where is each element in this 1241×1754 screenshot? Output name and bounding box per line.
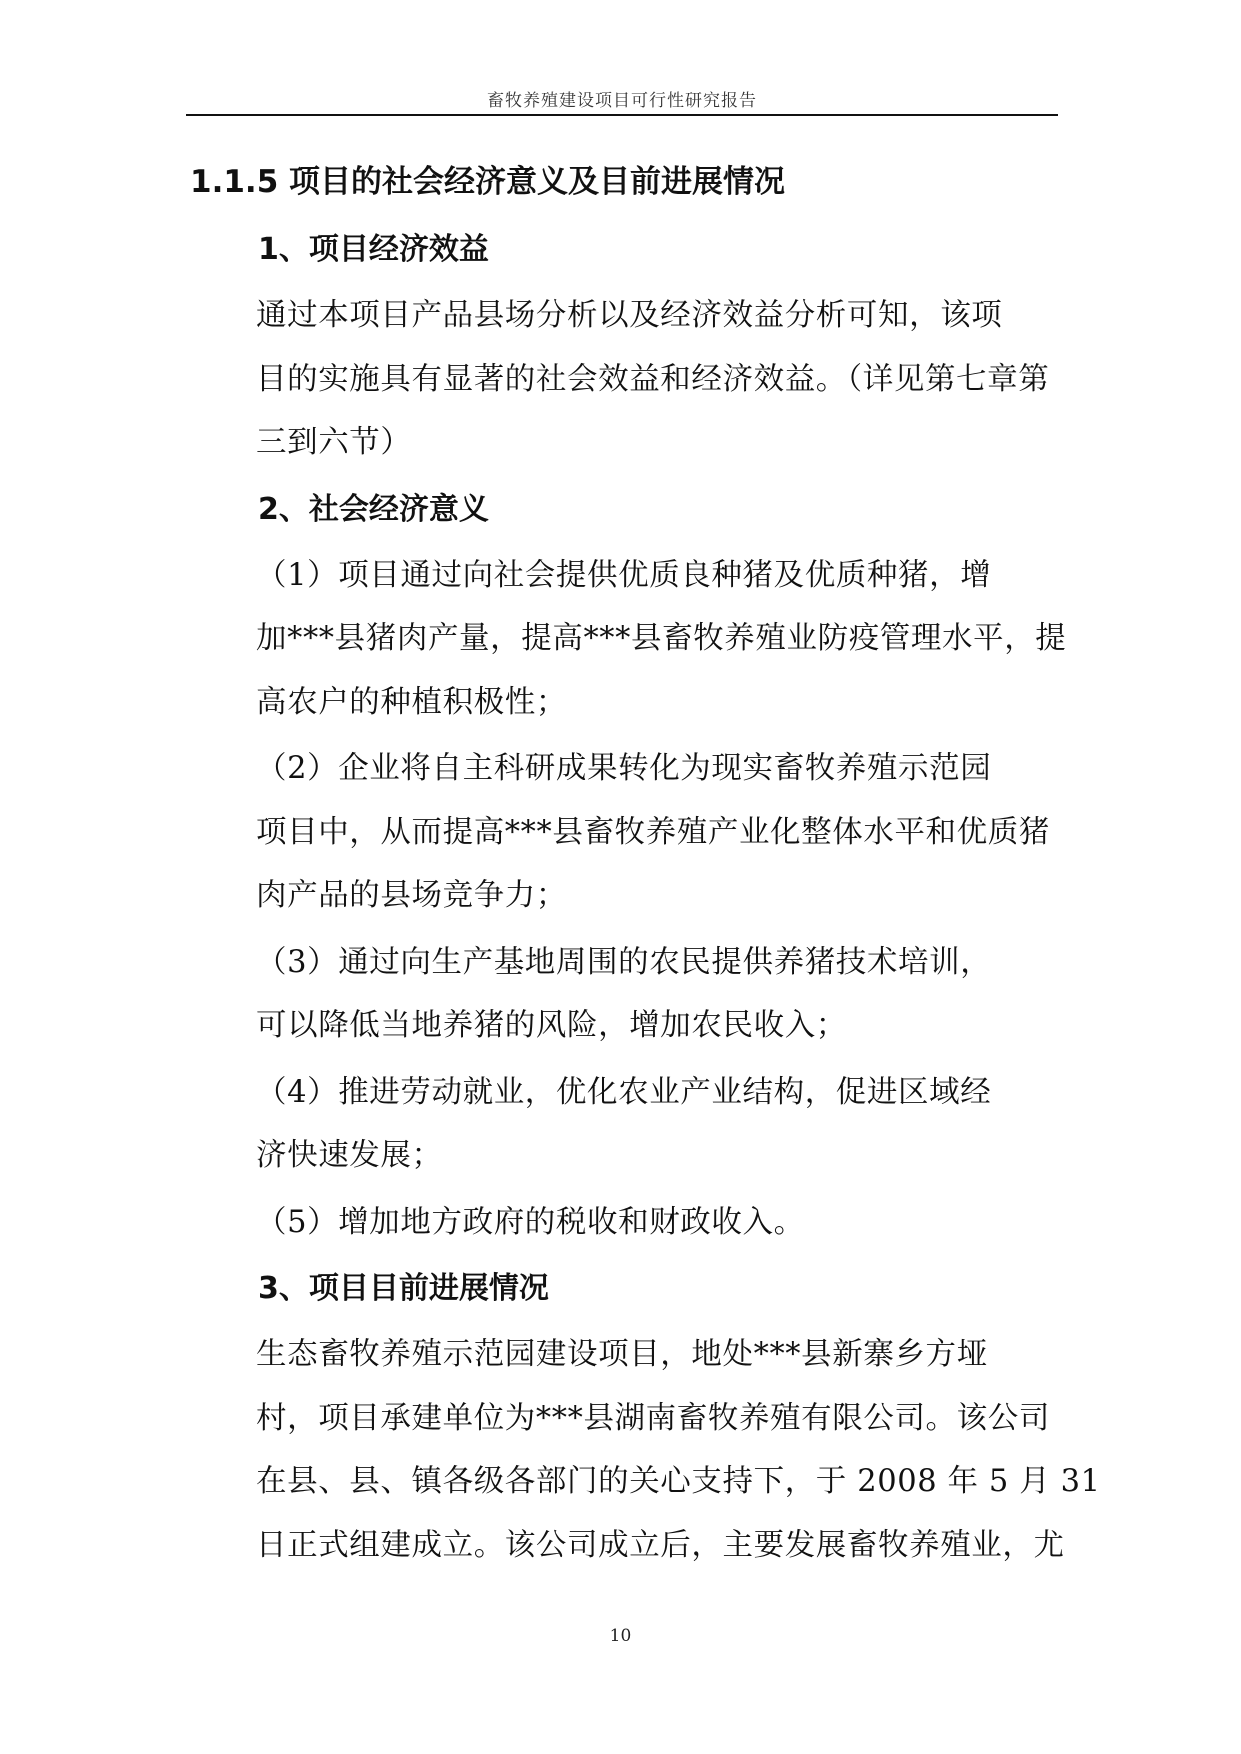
text-line: （4）推进劳动就业，优化农业产业结构，促进区域经 <box>256 1074 992 1110</box>
subheading-social-significance: 2、社会经济意义 <box>258 491 489 527</box>
paragraph-project-progress <box>190 1323 1101 1577</box>
running-header: 畜牧养殖建设项目可行性研究报告 <box>487 91 757 111</box>
text-line: 在县、县、镇各级各部门的关心支持下，于 2008 年 5 月 31 <box>256 1464 1101 1499</box>
text-line: 生态畜牧养殖示范园建设项目，地处***县新寨乡方垭 <box>256 1337 988 1372</box>
text-line: 济快速发展； <box>256 1138 443 1173</box>
page-number: 10 <box>609 1626 632 1646</box>
paragraph-item-1 <box>190 544 1067 735</box>
text-line: 高农户的种植积极性； <box>256 684 567 720</box>
paragraph-item-4 <box>190 1061 1054 1188</box>
paragraph-item-2 <box>190 737 1054 928</box>
text-line: （2）企业将自主科研成果转化为现实畜牧养殖示范园 <box>256 751 992 786</box>
text-line: 目的实施具有显著的社会效益和经济效益。（详见第七章第 <box>256 361 1050 397</box>
section-heading: 1.1.5 项目的社会经济意义及目前进展情况 <box>190 164 786 200</box>
text-line: 加***县猪肉产量，提高***县畜牧养殖业防疫管理水平，提 <box>256 621 1067 656</box>
text-line: 三到六节） <box>256 425 412 460</box>
text-line: （1）项目通过向社会提供优质良种猪及优质种猪，增 <box>256 557 992 593</box>
subheading-project-progress: 3、项目目前进展情况 <box>258 1271 549 1306</box>
text-line: 肉产品的县场竞争力； <box>256 878 567 913</box>
text-line: 日正式组建成立。该公司成立后，主要发展畜牧养殖业，尤 <box>256 1527 1065 1563</box>
text-line: 项目中，从而提高***县畜牧养殖产业化整体水平和优质猪 <box>256 814 1050 850</box>
text-line: （3）通过向生产基地周围的农民提供养猪技术培训， <box>256 944 992 980</box>
text-line: 村，项目承建单位为***县湖南畜牧养殖有限公司。该公司 <box>256 1400 1050 1436</box>
subheading-economic-benefit: 1、项目经济效益 <box>258 232 489 267</box>
page-body <box>190 150 1101 1580</box>
text-line: 通过本项目产品县场分析以及经济效益分析可知，该项 <box>256 298 1003 333</box>
paragraph-item-5 <box>190 1191 1054 1255</box>
paragraph-item-3 <box>190 931 1054 1058</box>
text-line: 可以降低当地养猪的风险，增加农民收入； <box>256 1008 847 1043</box>
text-line: （5）增加地方政府的税收和财政收入。 <box>256 1204 805 1240</box>
paragraph-economic-benefit <box>190 284 1054 475</box>
header-rule <box>186 114 1058 116</box>
